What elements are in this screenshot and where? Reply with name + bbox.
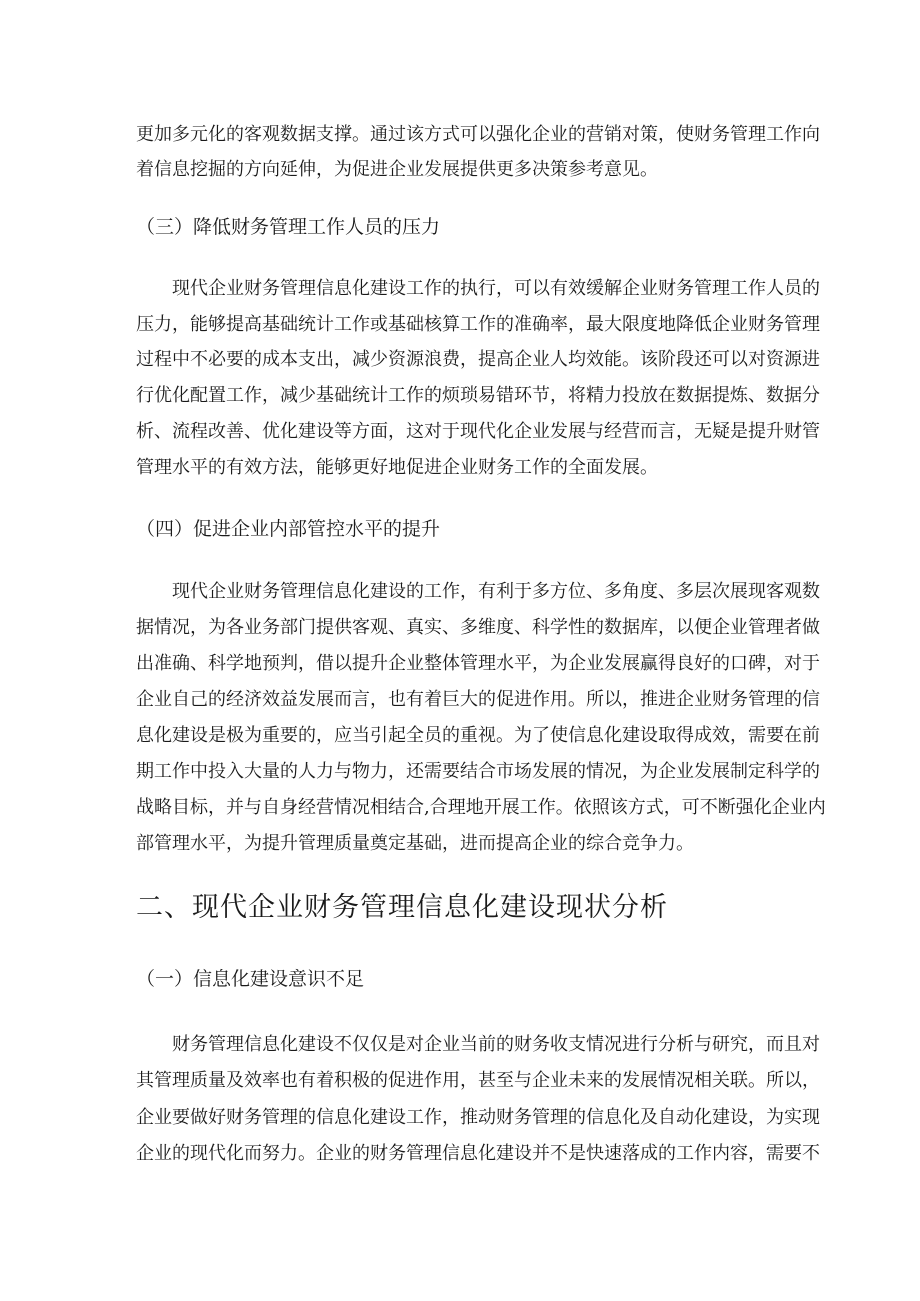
paragraph-line: 出准确、科学地预判，借以提升企业整体管理水平，为企业发展赢得良好的口碑，对于 — [136, 653, 820, 674]
paragraph-line: 现代企业财务管理信息化建设工作的执行，可以有效缓解企业财务管理工作人员的 — [172, 278, 820, 299]
chapter-heading: 二、现代企业财务管理信息化建设现状分析 — [136, 892, 668, 923]
paragraph-line: 部管理水平，为提升管理质量奠定基础，进而提高企业的综合竞争力。 — [136, 833, 694, 854]
paragraph-line: 过程中不必要的成本支出，减少资源浪费，提高企业人均效能。该阶段还可以对资源进 — [136, 349, 820, 370]
paragraph-line: 企业自己的经济效益发展而言，也有着巨大的促进作用。所以，推进企业财务管理的信 — [136, 689, 820, 710]
paragraph-line: 企业要做好财务管理的信息化建设工作，推动财务管理的信息化及自动化建设，为实现 — [136, 1107, 820, 1128]
paragraph-line: 行优化配置工作，减少基础统计工作的烦琐易错环节，将精力投放在数据提炼、数据分 — [136, 385, 820, 406]
paragraph-line: 其管理质量及效率也有着积极的促进作用，甚至与企业未来的发展情况相关联。所以， — [136, 1070, 820, 1091]
paragraph-line: 据情况，为各业务部门提供客观、真实、多维度、科学性的数据库，以便企业管理者做 — [136, 617, 820, 638]
paragraph-line: 着信息挖掘的方向延伸，为促进企业发展提供更多决策参考意见。 — [136, 159, 658, 180]
paragraph-line: 析、流程改善、优化建设等方面，这对于现代化企业发展与经营而言，无疑是提升财管 — [136, 421, 820, 442]
paragraph-line: 管理水平的有效方法，能够更好地促进企业财务工作的全面发展。 — [136, 457, 658, 478]
paragraph-line: 战略目标，并与自身经营情况相结合,合理地开展工作。依照该方式，可不断强化企业内 — [136, 797, 826, 818]
section-heading: （三）降低财务管理工作人员的压力 — [136, 216, 441, 238]
paragraph-line: 压力，能够提高基础统计工作或基础核算工作的准确率，最大限度地降低企业财务管理 — [136, 314, 820, 335]
paragraph-line: 息化建设是极为重要的，应当引起全员的重视。为了使信息化建设取得成效，需要在前 — [136, 725, 820, 746]
section-heading: （一）信息化建设意识不足 — [136, 968, 365, 990]
paragraph-line: 财务管理信息化建设不仅仅是对企业当前的财务收支情况进行分析与研究，而且对 — [172, 1034, 820, 1055]
paragraph-line: 现代企业财务管理信息化建设的工作，有利于多方位、多角度、多层次展现客观数 — [172, 581, 820, 602]
paragraph-line: 期工作中投入大量的人力与物力，还需要结合市场发展的情况，为企业发展制定科学的 — [136, 761, 820, 782]
section-heading: （四）促进企业内部管控水平的提升 — [136, 518, 441, 540]
paragraph-line: 企业的现代化而努力。企业的财务管理信息化建设并不是快速落成的工作内容，需要不 — [136, 1143, 820, 1164]
paragraph-line: 更加多元化的客观数据支撑。通过该方式可以强化企业的营销对策，使财务管理工作向 — [136, 124, 820, 145]
